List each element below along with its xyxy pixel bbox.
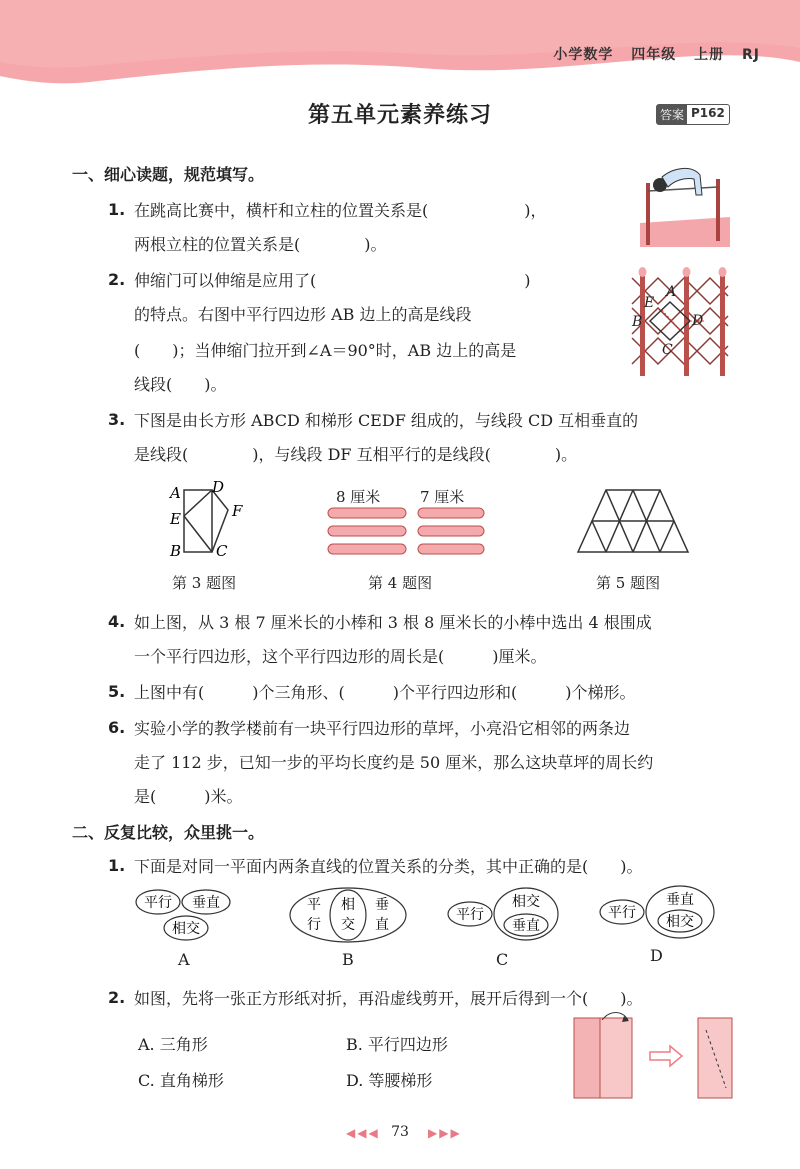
folded-paper-picture (566, 1012, 736, 1100)
s1-q1-line2: 两根立柱的位置关系是( )。 (134, 235, 387, 254)
option-b-intersect-1: 相 (341, 897, 355, 913)
answer-page: P162 (691, 106, 725, 120)
option-d-parallel: 平行 (608, 905, 636, 921)
gate-label-d: D (692, 313, 704, 329)
fig3-label-f: F (232, 502, 243, 520)
s1-q4-line1: 如上图，从 3 根 7 厘米长的小棒和 3 根 8 厘米长的小棒中选出 4 根围成 (134, 613, 652, 632)
figure-4-rods (326, 504, 486, 562)
s1-q6-line3: 是( )米。 (134, 787, 243, 806)
fig3-label-d: D (212, 478, 225, 496)
rod-7cm-1 (418, 508, 484, 518)
fig3-label-a: A (170, 484, 181, 502)
s1-q2-line2: 的特点。右图中平行四边形 AB 边上的高是线段 (134, 305, 472, 324)
rod-7cm-2 (418, 526, 484, 536)
answer-reference[interactable] (656, 104, 730, 125)
option-a-letter[interactable]: A (178, 950, 190, 969)
figure-5-caption: 第 5 题图 (596, 574, 661, 592)
option-b-parallel-2: 行 (307, 917, 321, 933)
gate-label-c: C (662, 342, 673, 358)
figure-4-caption: 第 4 题图 (368, 574, 433, 592)
rod-7cm-3 (418, 544, 484, 554)
rod-8cm-1 (328, 508, 406, 518)
rod-8cm-2 (328, 526, 406, 536)
s1-q1-number: 1. (108, 200, 126, 219)
header-volume: 上册 (694, 47, 725, 63)
page-number: 73 (391, 1124, 409, 1140)
gate-label-a: A (666, 284, 677, 300)
s1-q6-number: 6. (108, 718, 126, 737)
s1-q2-line1: 伸缩门可以伸缩是应用了( ) (134, 271, 531, 290)
option-a-parallel: 平行 (144, 895, 172, 911)
figure-3-caption: 第 3 题图 (172, 574, 237, 592)
option-c-intersect: 相交 (512, 894, 540, 910)
option-a-perpendicular: 垂直 (192, 895, 220, 911)
s1-q3-line2: 是线段( )，与线段 DF 互相平行的是线段( )。 (134, 445, 578, 464)
header-edition: RJ (742, 47, 760, 63)
s2-q2-number: 2. (108, 988, 126, 1007)
option-c-perpendicular: 垂直 (512, 918, 540, 934)
option-b-parallel-1: 平 (307, 897, 321, 913)
option-d-intersect: 相交 (666, 914, 694, 930)
page-title: 第五单元素养练习 (307, 103, 492, 128)
gate-label-e: E (644, 295, 655, 311)
high-jump-picture (640, 165, 730, 247)
s2-q1-line1: 下面是对同一平面内两条直线的位置关系的分类，其中正确的是( )。 (134, 857, 643, 876)
s1-q2-line3: ( )；当伸缩门拉开到∠A＝90°时，AB 边上的高是 (134, 341, 517, 360)
s1-q2-number: 2. (108, 270, 126, 289)
option-d-letter[interactable]: D (650, 946, 663, 965)
s1-q4-line2: 一个平行四边形，这个平行四边形的周长是( )厘米。 (134, 647, 547, 666)
option-c-parallel: 平行 (456, 907, 484, 923)
rod-8cm-3 (328, 544, 406, 554)
s1-q1-line1: 在跳高比赛中，横杆和立柱的位置关系是( )， (134, 201, 547, 220)
figure-4-left-label: 8 厘米 (336, 488, 381, 506)
fig3-label-e: E (170, 510, 181, 528)
section1-heading: 一、细心读题，规范填写。 (72, 165, 265, 184)
figure-5-triangle-grid (574, 486, 692, 556)
header-grade: 四年级 (631, 47, 677, 63)
option-d-diagram (598, 884, 718, 942)
option-b-diagram (288, 886, 408, 944)
s1-q5-number: 5. (108, 682, 126, 701)
s1-q6-line2: 走了 112 步，已知一步的平均长度约是 50 厘米，那么这块草坪的周长约 (134, 753, 654, 772)
option-b-perpendicular-2: 直 (375, 917, 389, 933)
header-meta (541, 44, 760, 64)
s2-q1-number: 1. (108, 856, 126, 875)
figure-3-rectangle-trapezoid (166, 478, 256, 562)
s1-q6-line1: 实验小学的教学楼前有一块平行四边形的草坪，小亮沿它相邻的两条边 (134, 719, 631, 738)
s2-q2-option-c[interactable]: C. 直角梯形 (138, 1071, 224, 1090)
fig3-label-c: C (216, 542, 228, 560)
s1-q3-line1: 下图是由长方形 ABCD 和梯形 CEDF 组成的，与线段 CD 互相垂直的 (134, 411, 639, 430)
s2-q2-option-d[interactable]: D. 等腰梯形 (346, 1071, 433, 1090)
option-d-perpendicular: 垂直 (666, 892, 694, 908)
s2-q2-line1: 如图，先将一张正方形纸对折，再沿虚线剪开，展开后得到一个( )。 (134, 989, 643, 1008)
s1-q2-line4: 线段( )。 (134, 375, 227, 394)
option-c-letter[interactable]: C (496, 950, 509, 969)
header-subject: 小学数学 (553, 47, 614, 63)
s1-q4-number: 4. (108, 612, 126, 631)
s1-q5-line1: 上图中有( )个三角形、( )个平行四边形和( )个梯形。 (134, 683, 636, 702)
answer-label: 答案 (657, 105, 687, 124)
footer-prev-arrows[interactable]: ◀◀◀ (346, 1126, 380, 1140)
fig3-label-b: B (170, 542, 182, 560)
option-a-intersect: 相交 (172, 921, 200, 937)
footer-next-arrows[interactable]: ▶▶▶ (428, 1126, 462, 1140)
option-a-diagram (134, 886, 234, 944)
gate-label-b: B (632, 314, 643, 330)
figure-4-right-label: 7 厘米 (420, 488, 465, 506)
s1-q3-number: 3. (108, 410, 126, 429)
s2-q2-option-b[interactable]: B. 平行四边形 (346, 1035, 448, 1054)
option-c-diagram (440, 886, 560, 944)
section2-heading: 二、反复比较，众里挑一。 (72, 823, 265, 842)
option-b-letter[interactable]: B (342, 950, 354, 969)
option-b-perpendicular-1: 垂 (375, 897, 389, 913)
expandable-gate-picture (628, 264, 732, 376)
option-b-intersect-2: 交 (341, 917, 355, 933)
s2-q2-option-a[interactable]: A. 三角形 (138, 1035, 208, 1054)
